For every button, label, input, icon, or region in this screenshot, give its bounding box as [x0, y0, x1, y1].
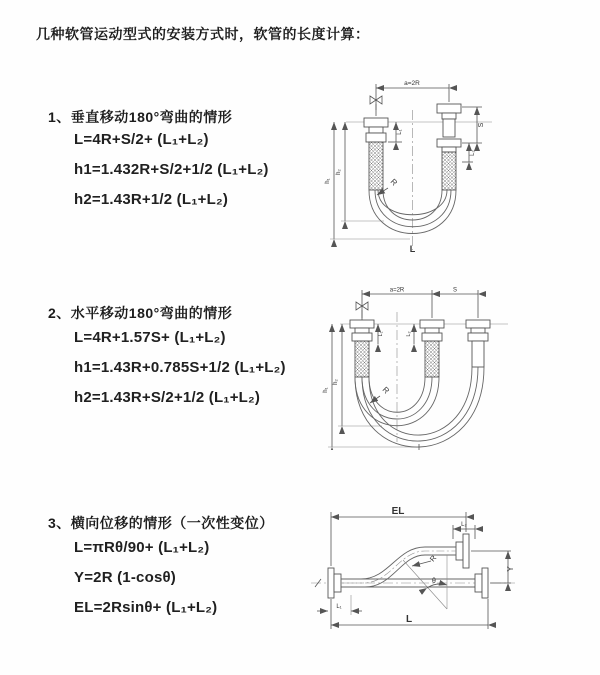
- section-3-formula-Y: Y=2R (1-cosθ): [74, 569, 176, 586]
- section-1-formula-h1: h1=1.432R+S/2+1/2 (L₁+L₂): [74, 161, 269, 178]
- label-l2: L₂: [461, 522, 467, 528]
- label-r: R: [380, 385, 391, 396]
- braided-hose-section: [355, 341, 369, 377]
- section-1-formula-L: L=4R+S/2+ (L₁+L₂): [74, 131, 209, 148]
- moved-pipe-fitting: [466, 320, 490, 367]
- label-y: Y: [506, 566, 515, 572]
- diagram-horizontal-180-bend: [312, 282, 540, 450]
- angle-construction: [403, 555, 447, 609]
- label-l: L: [405, 614, 413, 625]
- label-l1: L₁: [378, 331, 384, 337]
- label-r: R: [388, 177, 399, 188]
- label-r: R: [427, 553, 439, 564]
- label-h2: h₂: [333, 379, 339, 385]
- section-2-formula-h1: h1=1.43R+0.785S+1/2 (L₁+L₂): [74, 359, 286, 376]
- diagram-lateral-displacement: [303, 503, 573, 645]
- hose-s-curve: [341, 547, 456, 587]
- section-2-formula-L: L=4R+1.57S+ (L₁+L₂): [74, 329, 226, 346]
- braided-hose-section: [442, 152, 456, 190]
- braided-hose-section: [425, 341, 439, 377]
- page-title: 几种软管运动型式的安装方式时，软管的长度计算：: [36, 26, 370, 42]
- label-a2r: a=2R: [404, 80, 420, 87]
- label-l: L: [409, 244, 416, 254]
- diagram-vertical-180-bend: [312, 76, 540, 254]
- label-theta: θ: [432, 578, 436, 585]
- label-h1: h₁: [325, 178, 331, 184]
- label-l1: L₁: [336, 604, 342, 610]
- label-s: S: [478, 122, 485, 128]
- label-l1: L₁: [397, 129, 403, 135]
- hose-u-bend-moved: [355, 367, 484, 447]
- section-3-heading: 3、横向位移的情形（一次性变位）: [48, 515, 274, 531]
- section-1-heading: 1、垂直移动180°弯曲的情形: [48, 109, 233, 125]
- label-s: S: [452, 287, 458, 294]
- section-1-formula-h2: h2=1.43R+1/2 (L₁+L₂): [74, 191, 229, 208]
- upper-flange-displaced: [456, 534, 469, 568]
- label-a2r: a=2R: [389, 287, 405, 294]
- label-el: EL: [391, 506, 405, 517]
- left-flange: [328, 568, 341, 598]
- middle-pipe-fitting: [420, 320, 444, 377]
- left-pipe-fitting: [350, 320, 374, 377]
- section-3-formula-L: L=πRθ/90+ (L₁+L₂): [74, 539, 210, 556]
- braided-hose-section: [369, 142, 383, 190]
- section-3-formula-EL: EL=2Rsinθ+ (L₁+L₂): [74, 599, 218, 616]
- dimension-a2r: [362, 287, 478, 318]
- section-2-heading: 2、水平移动180°弯曲的情形: [48, 305, 233, 321]
- label-l2: L₂: [406, 331, 412, 337]
- label-h1: h₁: [323, 387, 329, 393]
- left-pipe-fitting: [364, 118, 388, 190]
- label-h2: h₂: [336, 169, 342, 175]
- right-pipe-fitting: [437, 104, 461, 190]
- radius-leader: [412, 561, 431, 566]
- label-l2: L₂: [470, 150, 476, 156]
- section-2-formula-h2: h2=1.43R+S/2+1/2 (L₁+L₂): [74, 389, 261, 406]
